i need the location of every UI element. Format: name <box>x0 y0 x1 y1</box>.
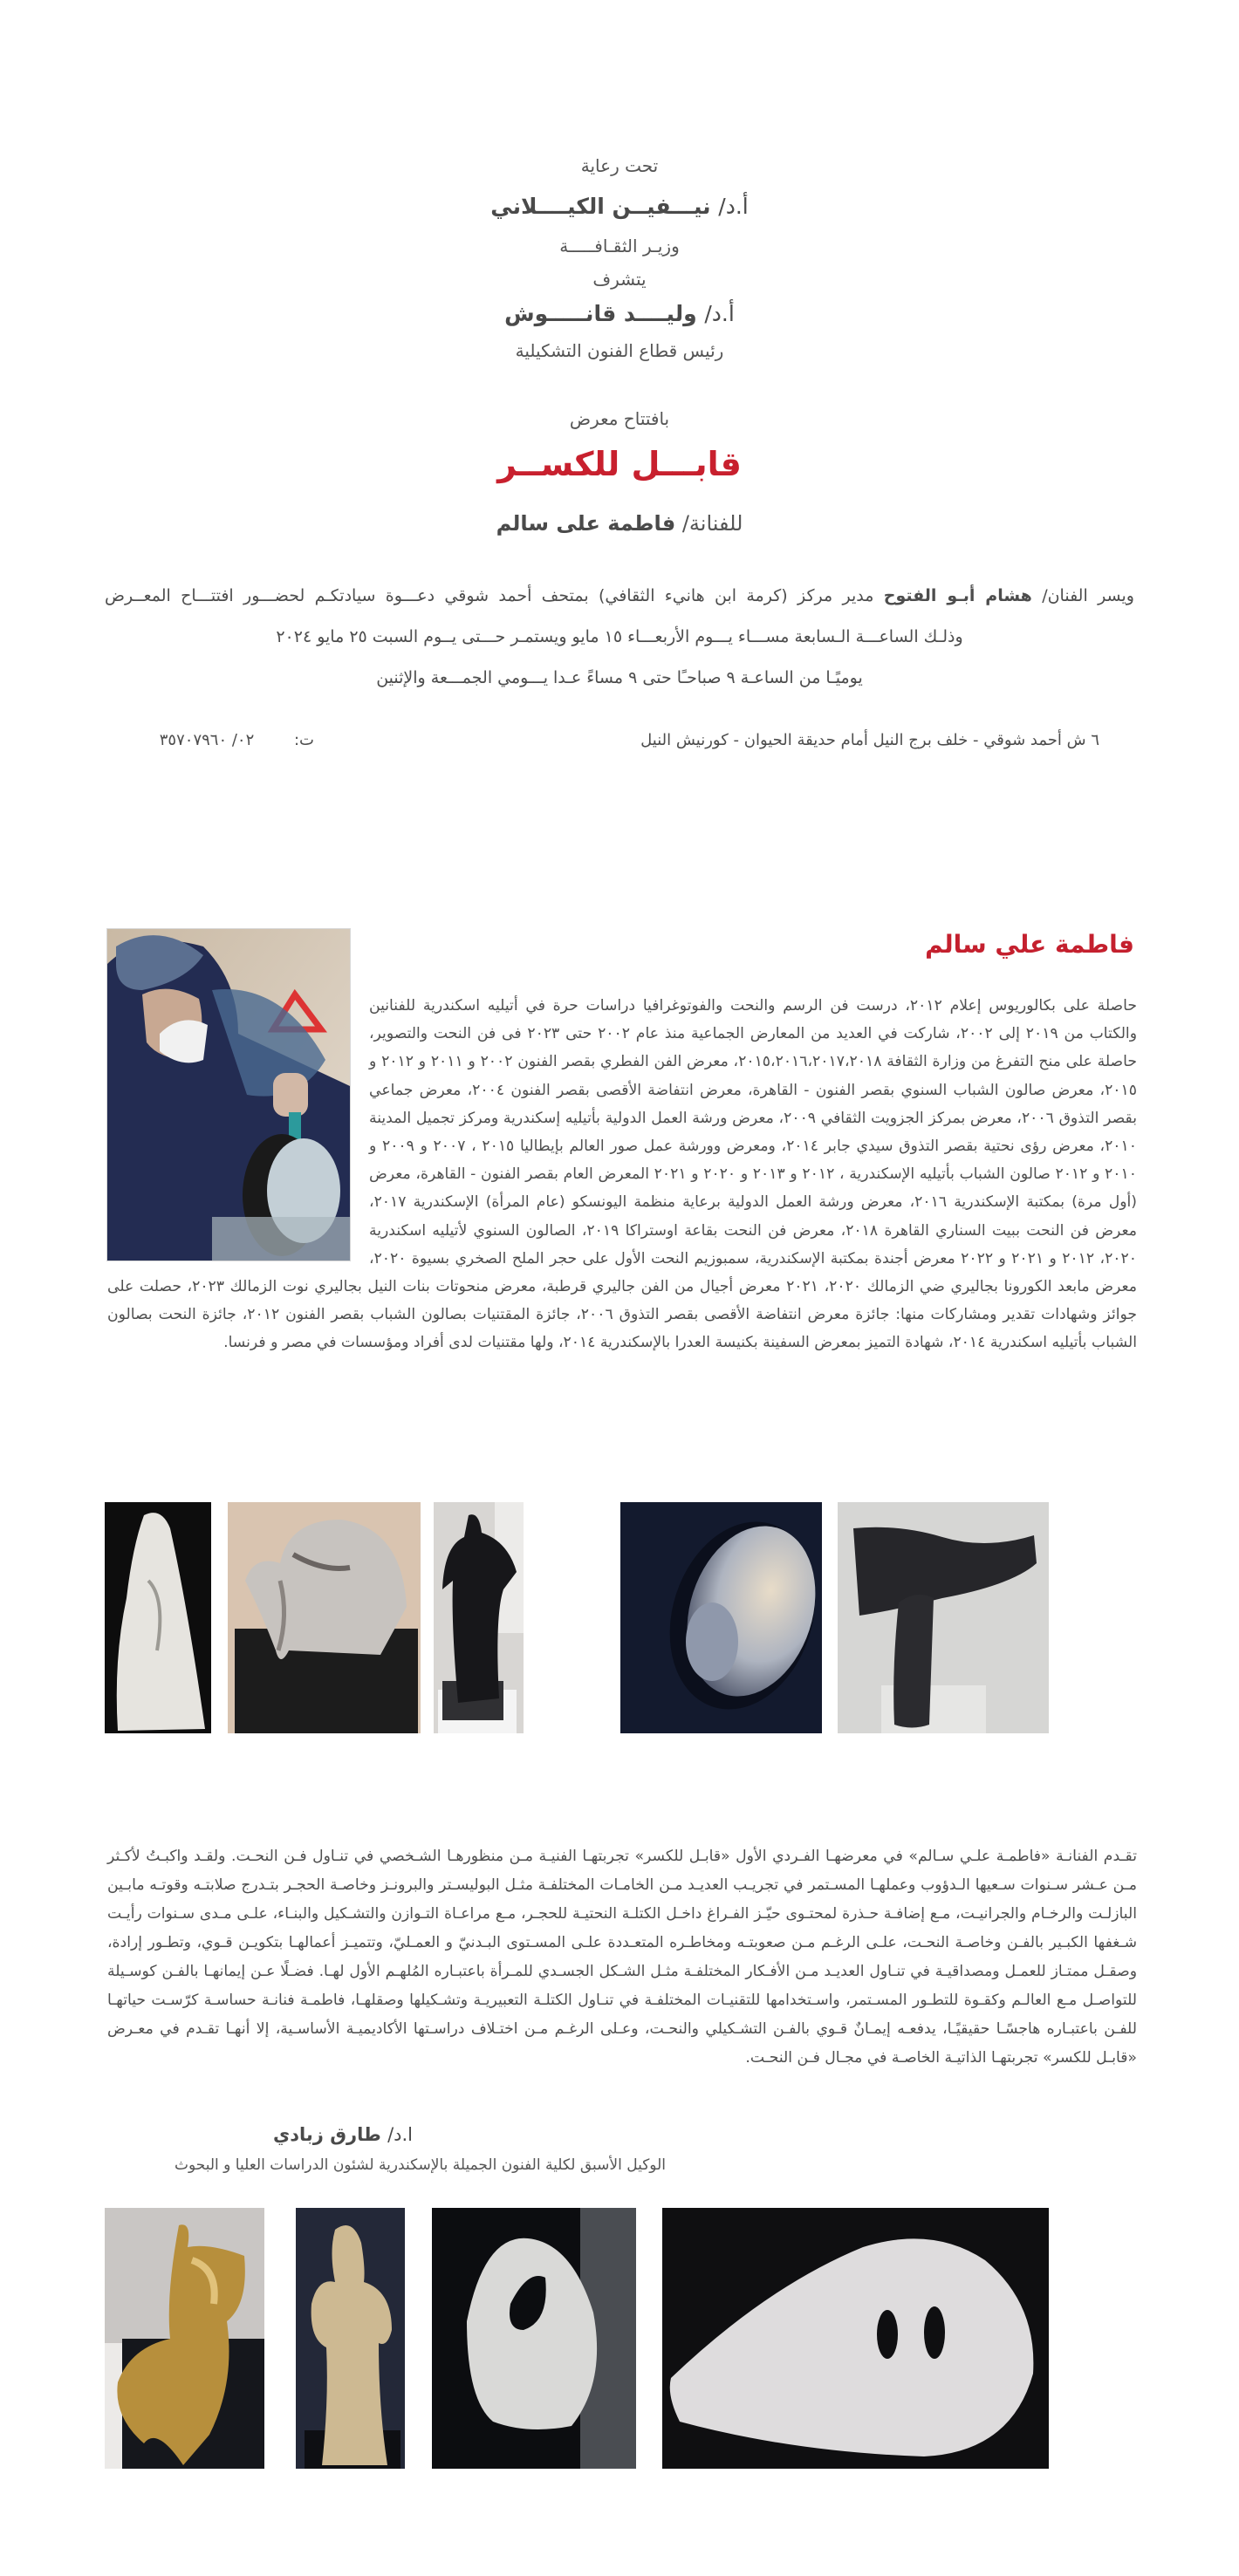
sector-head-prefix: أ.د/ <box>704 301 735 326</box>
minister-name-text: نيـــفيــن الكيــــلاني <box>490 194 711 219</box>
gallery-image-silver-abstract <box>228 1502 421 1733</box>
signature-prefix: ا.د/ <box>387 2124 413 2145</box>
invitation-line-1-rest: مدير مركز (كرمة ابن هانيء الثقافي) بمتحف أحمد شوقي دعـــوة سيادتكـم لحضـــور افتتـــاح المعــرض <box>105 586 874 605</box>
phone-block <box>140 731 314 749</box>
invitation-line-1-intro: ويسر الفنان/ <box>1042 586 1134 605</box>
bio-paragraph: حاصلة على بكالوريوس إعلام ٢٠١٢، درست فن الرسم والنحت والفوتوغرافيا دراسات حرة في أتيليه اسكندرية للفنانين والكتاب من ٢٠١٩ إلى ٢٠٠٢، شاركت في العديد من المعارض الجماعية منذ عام ٢٠٠٢ حتى ٢٠٢٣ فى فن النحت والتصوير، حاصلة على منح التفرغ من وزارة الثقافة ٢٠١٥،٢٠١٦،٢٠١٧،٢٠١٨، معرض الفن الفطري بقصر الفنون ٢٠٠٢ و ٢٠١١ و ٢٠١٢ و ٢٠١٥، معرض صالون الشباب السنوي بقصر الفنون - القاهرة، معرض انتفاضة الأقصى بقصر الفنون ٢٠٠٤، معرض جماعي بقصر التذوق ٢٠٠٦، معرض بمركز الجزويت الثقافي ٢٠٠٩، معرض ورشة العمل الدولية بأتيليه إسكندرية ومركز تجميل المدينة ٢٠١٠، معرض رؤى نحتية بقصر التذوق سيدي جابر ٢٠١٤، ومعرض وورشة عمل صور العالم بإيطاليا ٢٠١٥ ، ٢٠٠٧ و ٢٠٠٩ و ٢٠١٠ و ٢٠١٢ صالون الشباب بأتيليه الإسكندرية ، ٢٠١٢ و ٢٠١٣ و ٢٠٢٠ و ٢٠٢١ المعرض العام بقصر الفنون - القاهرة، معرض (أول مرة) بمكتبة الإسكندرية ٢٠١٦، معرض ورشة العمل الدولية برعاية منظمة اليونسكو (عام المرأة) الإسكندرية ٢٠١٧، معرض فن النحت ببيت السناري القاهرة ٢٠١٨، معرض فن النحت بقاعة اوستراكا ٢٠١٩، الصالون السنوي لأتيليه اسكندرية ٢٠٢٠، ٢٠١٢ و ٢٠٢١ و ٢٠٢٢ معرض أجندة بمكتبة الإسكندرية، سمبوزيم النحت الأول على حجر الملح الصخري بسيوة ٢٠٢٠، معرض مابعد الكورونا بجاليري ضي الزمالك ٢٠٢٠، ٢٠٢١ معرض أجيال من الفن جاليري قرطبة، معرض منحوتات بنات النيل بجاليري نوت الزمالك ٢٠٢٣، حصلت على جوائز وشهادات تقدير ومشاركات منها: جائزة معرض انتفاضة الأقصى بقصر التذوق ٢٠٠٦، جائزة المقتنيات بصالون الشباب بقصر الفنون ٢٠١٢، جائزة النحت بصالون الشباب بأتيليه اسكندرية ٢٠١٤، شهادة التميز بمعرض السفينة بكنيسة العدرا بالإسكندرية ٢٠١٤، ولها مقتنيات لدى أفراد ومؤسسات في مصر و فرنسا. <box>107 997 1138 1352</box>
honored-label: يتشرف <box>592 269 647 290</box>
phone-label: ت: <box>293 731 314 749</box>
gallery-image-white-veiled-figure <box>105 1502 211 1733</box>
signature-name-text: طارق زبادي <box>273 2124 381 2145</box>
gallery-image-gold-torso <box>105 2208 264 2469</box>
artist-name: فاطمة على سالم <box>496 511 676 536</box>
invitation-line-3: يوميًـا من الساعـة ٩ صباحـًا حتى ٩ مساءً عـدا يـــومي الجمـــعة والإثنين <box>376 668 863 687</box>
invitation-details <box>105 576 1134 699</box>
signature-name <box>107 2124 413 2145</box>
gallery-image-white-hollow-ovoid <box>620 1502 822 1733</box>
gallery-image-white-form-two-holes <box>662 2208 1049 2469</box>
essay-text: تقـدم الفنانـة «فاطمـة علـي سـالم» في معرضهـا الفـردي الأول «قابـل للكسر» تجربتهـا الفنيـة مـن منظورهـا الشـخصي في تنـاول فـن النحـت. ولقـد واكبـتُ لأكـثر مـن عـشر سـنوات سـعيها الـدؤوب وعملهـا المسـتمر في تجريـب العديـد مـن الخامـات المختلفـة مثـل البوليسـتر والبرونـز وخاصـة الحجـر بتـدرج صلابتـه وقوتـه مابـين البازلـت والرخـام والجرانيـت، مـع إضافـة حـذرة لمحتـوى حيّـز الفـراغ داخـل الكتلـة النحتيـة للحجـر، مـع مراعـاة التـوازن والتشـكيل والبنـاء، علـى مـدى سـنوات رأيـت شـغفها الكبـير بالفـن وخاصـة النحـت، علـى الرغـم مـن صعوبتـه ومخاطـره المتعـددة علـى المسـتوى البـدنيّ و العمـليّ، وتتميـز أعمالهـا بتكويـن قـوي، وتطـور إرادة، وصقـل ممتـاز للعمـل ومصداقيـة في تنـاول العديـد مـن الأفـكار المختلفـة مثـل الشـكل الجسـدي للمـرأة باعتبـاره المُلهـم الأول لهـا. فضـلًا عـن إيمانهـا بالفـن كوسـيلة للتواصـل مـع العالـم وكقـوة للتطـور المسـتمر، واسـتخدامها للتقنيـات المختلفـة في تنـاول الكتلـة التعبيريـة وتشـكيلها وصقلهـا، فاطمـة فنانـة حساسـة كرّسـت حياتهـا للفـن باعتبـاره هاجسًـا حقيقيًـا، يدفعـه إيمـانٌ قـوي بالفـن التشـكيلي والنحـت، وعـلى الرغـم مـن اختـلاف دراسـتها الأكاديميـة الأساسـية، إلا أنهـا تقـدم في معـرض «قابـل للكسر» تجربتهـا الذاتيـة الخاصـة في مجـال فـن النحـت. <box>107 1848 1137 2067</box>
under-patronage-label: تحت رعاية <box>580 155 659 176</box>
exhibition-title: قابـــل للكســر <box>497 445 742 483</box>
artist-line <box>0 511 1239 536</box>
minister-prefix: أ.د/ <box>718 194 749 219</box>
sector-head-name <box>0 301 1239 326</box>
gallery-image-white-face-loop <box>432 2208 636 2469</box>
sector-head-title: رئيس قطاع الفنون التشكيلية <box>515 340 724 361</box>
phone-number: ٠٢/ ٣٥٧٠٧٩٦٠ <box>159 731 255 749</box>
invitation-line-1 <box>105 576 1134 617</box>
sector-head-name-text: وليــــد قانـــــوش <box>504 301 697 326</box>
invitation-line-2: وذلـك الساعـــة الـسابعة مســـاء يـــوم الأربعـــاء ١٥ مايو ويستمـر حـــتى يــوم السبت ٢٥ مايو ٢٠٢٤ <box>276 627 963 646</box>
opening-of-label: بافتتاح معرض <box>569 408 670 429</box>
bio-heading: فاطمة علي سالم <box>925 930 1134 959</box>
bio-text <box>107 992 1137 1357</box>
gallery-image-black-winged-figure <box>434 1502 524 1733</box>
signature-role: الوكيل الأسبق لكلية الفنون الجميلة بالإسكندرية لشئون الدراسات العليا و البحوث <box>174 2156 666 2174</box>
host-name: هشام أبـو الفتوح <box>883 586 1032 605</box>
minister-name <box>0 194 1239 219</box>
minister-title: وزيـر الثقـافـــــة <box>559 236 680 256</box>
gallery-image-gold-angel <box>296 2208 405 2469</box>
address: ٦ ش أحمد شوقي - خلف برج النيل أمام حديقة الحيوان - كورنيش النيل <box>640 731 1099 749</box>
artist-prefix: للفنانة/ <box>681 511 743 536</box>
gallery-image-black-granite-form <box>838 1502 1049 1733</box>
